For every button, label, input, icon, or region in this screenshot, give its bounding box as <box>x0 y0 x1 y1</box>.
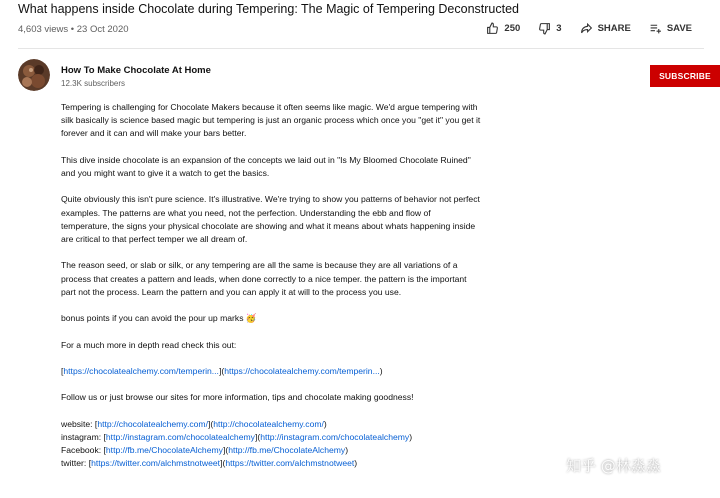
share-label: SHARE <box>597 23 631 34</box>
reference-links: [https://chocolatealchemy.com/temperin...](https://chocolatealchemy.com/temperin...) <box>61 365 383 376</box>
dislike-count: 3 <box>556 23 562 34</box>
video-title: What happens inside Chocolate during Tempering: The Magic of Tempering Deconstructed <box>18 2 519 16</box>
chocolate-avatar-icon <box>18 59 50 91</box>
description-paragraph: Quite obviously this isn't pure science. It's illustrative. We're trying to show you patterns of behavior not perfect examples. The patterns are what you need, not the perfection. Understanding the ebb and flow of temperature, the signs your physical chocolate are showing and what it means about whats happening inside are critical to that perfect temper we all dream of. <box>61 194 480 244</box>
reference-link[interactable]: https://chocolatealchemy.com/temperin... <box>224 365 380 376</box>
dislike-button[interactable] <box>538 22 561 35</box>
facebook-link[interactable]: http://fb.me/ChocolateAlchemy <box>228 445 346 456</box>
channel-name[interactable]: How To Make Chocolate At Home <box>61 65 211 76</box>
like-button[interactable] <box>486 22 520 35</box>
channel-avatar[interactable] <box>18 59 50 91</box>
instagram-line: instagram: [http://instagram.com/chocolatealchemy](http://instagram.com/chocolatealchemy) <box>61 431 413 442</box>
thumbs-down-icon <box>538 22 551 35</box>
description-paragraph: This dive inside chocolate is an expansion of the concepts we laid out in "Is My Bloomed Chocolate Ruined" and you might want to give it a watch to get the basics. <box>61 154 471 178</box>
website-link[interactable]: http://chocolatealchemy.com/ <box>97 418 208 429</box>
instagram-label: instagram: <box>61 431 104 442</box>
thumbs-up-icon <box>486 22 499 35</box>
facebook-line: Facebook: [http://fb.me/ChocolateAlchemy](http://fb.me/ChocolateAlchemy) <box>61 445 349 456</box>
divider <box>18 48 704 49</box>
twitter-link[interactable]: https://twitter.com/alchmstnotweet <box>91 458 221 469</box>
facebook-label: Facebook: <box>61 445 104 456</box>
subscriber-count: 12.3K subscribers <box>61 79 126 88</box>
save-label: SAVE <box>666 23 692 34</box>
save-button[interactable] <box>649 22 692 35</box>
facebook-link[interactable]: http://fb.me/ChocolateAlchemy <box>105 445 223 456</box>
instagram-link[interactable]: http://instagram.com/chocolatealchemy <box>260 431 410 442</box>
watermark: 知乎 @林淼淼 <box>566 457 661 475</box>
twitter-label: twitter: <box>61 458 89 469</box>
share-icon <box>580 22 593 35</box>
video-meta: 4,603 views • 23 Oct 2020 <box>18 24 129 35</box>
twitter-line: twitter: [https://twitter.com/alchmstnotweet](https://twitter.com/alchmstnotweet) <box>61 458 358 469</box>
subscribe-button[interactable]: SUBSCRIBE <box>650 65 720 87</box>
twitter-link[interactable]: https://twitter.com/alchmstnotweet <box>225 458 355 469</box>
video-description <box>61 101 481 471</box>
website-link[interactable]: http://chocolatealchemy.com/ <box>213 418 324 429</box>
website-line: website: [http://chocolatealchemy.com/](http://chocolatealchemy.com/) <box>61 418 327 429</box>
instagram-link[interactable]: http://instagram.com/chocolatealchemy <box>105 431 255 442</box>
description-paragraph: bonus points if you can avoid the pour up marks 🥳 <box>61 313 257 324</box>
website-label: website: <box>61 418 95 429</box>
reference-link[interactable]: https://chocolatealchemy.com/temperin... <box>63 365 219 376</box>
description-paragraph: Follow us or just browse our sites for more information, tips and chocolate making goodness! <box>61 392 414 403</box>
playlist-add-icon <box>649 22 662 35</box>
like-count: 250 <box>504 23 521 34</box>
share-button[interactable] <box>580 22 631 35</box>
video-actions <box>486 22 692 35</box>
description-paragraph: For a much more in depth read check this out: <box>61 339 237 350</box>
description-paragraph: The reason seed, or slab or silk, or any tempering are all the same is because they are all variations of a process that creates a pattern and leads, when done correctly to a nice temper. the pattern is the important part not the process. Learn the pattern and you can apply it at will to the process you use. <box>61 260 467 297</box>
description-paragraph: Tempering is challenging for Chocolate Makers because it often seems like magic. We'd argue tempering with silk basically is science based magic but tempering is just an organic process which once you "get it" you get it forever and it can and will make your bars better. <box>61 102 481 139</box>
